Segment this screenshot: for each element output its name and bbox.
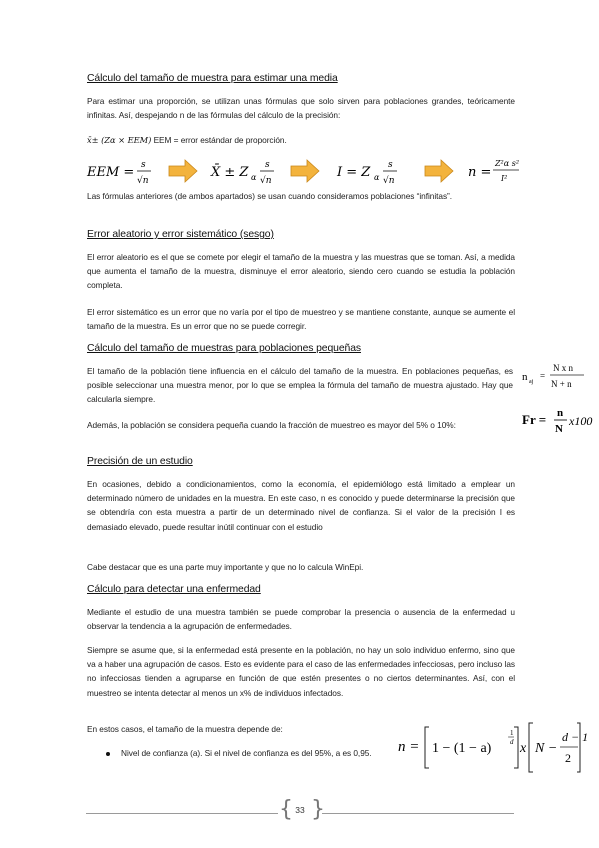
ci-lhs: X̄ ± Z [211,165,249,180]
eem-num: s [141,160,146,170]
fr-num: n [557,407,564,419]
ci-den: √n [260,176,272,186]
fr-formula [522,407,592,435]
paragraph: Las fórmulas anteriores (de ambos apartados) se usan cuando consideramos poblaciones “infinitas”. [87,191,453,201]
nadj-eq: = [540,371,546,381]
page-number: 33 [295,805,305,815]
paragraph: Siempre se asume que, si la enfermedad está presente en la población, no hay un solo individuo enfermo, sino que va a haber una agrupación de casos. Esto es evidente para el caso de las enfermedades infecciosas, pero incluso las no infecciosas tienden a agruparse en función de que estén presentes o no ciertos determinantes. Así, con el muestreo se intenta detectar al menos un x% de individuos infectados. [87,645,515,698]
paragraph: Mediante el estudio de una muestra también se puede comprobar la presencia o ausencia de la enfermedad u observar la tendencia a la agrupación de enfermedades. [87,607,515,632]
ci-formula-graphic [210,160,274,186]
left-brace-icon: { [279,797,293,822]
detect-num: d − 1 [562,730,589,744]
detect-exp-den: d [510,738,514,746]
section-title-detect-disease: Cálculo para detectar una enfermedad [87,584,261,595]
precision-formula [336,160,397,186]
fr-den: N [555,423,563,435]
section-title-small-populations: Cálculo del tamaño de muestras para poblaciones pequeñas [87,343,361,354]
fr-tail: x100 [569,414,593,428]
bullet-item: Nivel de confianza (a). Si el nivel de confianza es del 95%, a es 0,95. [121,748,372,758]
right-arrow-icon [425,160,453,182]
detect-den: 2 [565,751,571,765]
precision-sub: α [374,173,380,182]
section-title-precision: Precisión de un estudio [87,456,193,467]
paragraph: Además, la población se considera pequeña cuando la fracción de muestreo es mayor del 5% o 10%: [87,420,456,430]
footer-line-left [86,813,278,814]
eem-formula [86,160,151,186]
paragraph: Para estimar una proporción, se utilizan unas fórmulas que solo sirven para poblaciones grandes, teóricamente infinitas. Así, despejando n de las fórmulas del cálculo de la precisión: [87,96,515,121]
nadj-formula [522,363,584,389]
ci-sub: α [251,173,257,182]
n-den: I² [501,174,508,183]
detect-x: x [520,741,527,756]
nadj-sub: aj [529,379,534,385]
detect-bracket2: N − [535,741,558,756]
paragraph: En estos casos, el tamaño de la muestra depende de: [87,724,283,734]
footer-line-right [322,813,514,814]
precision-num: s [388,160,393,170]
ci-num: s [265,160,270,170]
ci-note: EEM = error estándar de proporción. [153,135,287,145]
detect-formula [396,718,589,774]
paragraph: El error aleatorio es el que se comete por elegir el tamaño de la muestra y las muestras que se toman. Así, a medida que aumenta el tamaño de la muestra, disminuye el error aleatorio, siendo cero cuando se estudia la población completa. [87,252,515,291]
section-title-media: Cálculo del tamaño de muestra para estimar una media [87,73,338,84]
eem-den: √n [137,176,149,186]
n-formula [468,159,519,183]
precision-den: √n [383,176,395,186]
paragraph: El tamaño de la población tiene influencia en el cálculo del tamaño de la muestra. En poblaciones pequeñas, es posible seleccionar una muestra menor, por lo que se emplea la fórmula del tamaño de muestra ajustado. Hay que calcularla siempre. [87,366,513,405]
nadj-num: N x n [553,363,573,373]
eem-lhs: EEM = [87,165,135,180]
paragraph: El error sistemático es un error que no varía por el tipo de muestreo y se mantiene constante, aunque se aumente el tamaño de la muestra. Es un error que no se puede corregir. [87,307,515,332]
section-title-error: Error aleatorio y error sistemático (sesgo) [87,229,274,240]
right-arrow-icon [169,160,197,182]
formula-row [87,152,527,190]
ci-formula: x̄± (Zα × EEM) [87,135,152,145]
detect-bracket1: 1 − (1 − a) [432,741,492,756]
detect-exp-num: 1 [510,729,514,737]
paragraph: Cabe destacar que es una parte muy importante y que no lo calcula WinEpi. [87,562,364,572]
n-num: Z²α s² [495,159,520,168]
side-formulas [520,358,598,438]
paragraph: En ocasiones, debido a condicionamientos, como la economía, el epidemiólogo está limitado a emplear un determinado número de unidades en la muestra. En este caso, n es conocido y puede determinarse la precisión que se obtendría con esta muestra a partir de un determinado nivel de confianza. Si el valor de la precisión I es demasiado elevado, puede resultar inútil continuar con el estudio [87,479,515,532]
precision-lhs: I = Z [337,165,371,180]
ci-line [87,133,515,147]
nadj-den: N + n [551,379,572,389]
detect-lhs: n = [398,739,420,755]
fr-lhs: Fr = [522,412,547,427]
nadj-lhs: n [522,371,528,383]
right-brace-icon: } [311,797,325,822]
bullet-dot [106,752,110,756]
n-lhs: n = [468,165,492,180]
right-arrow-icon [291,160,319,182]
